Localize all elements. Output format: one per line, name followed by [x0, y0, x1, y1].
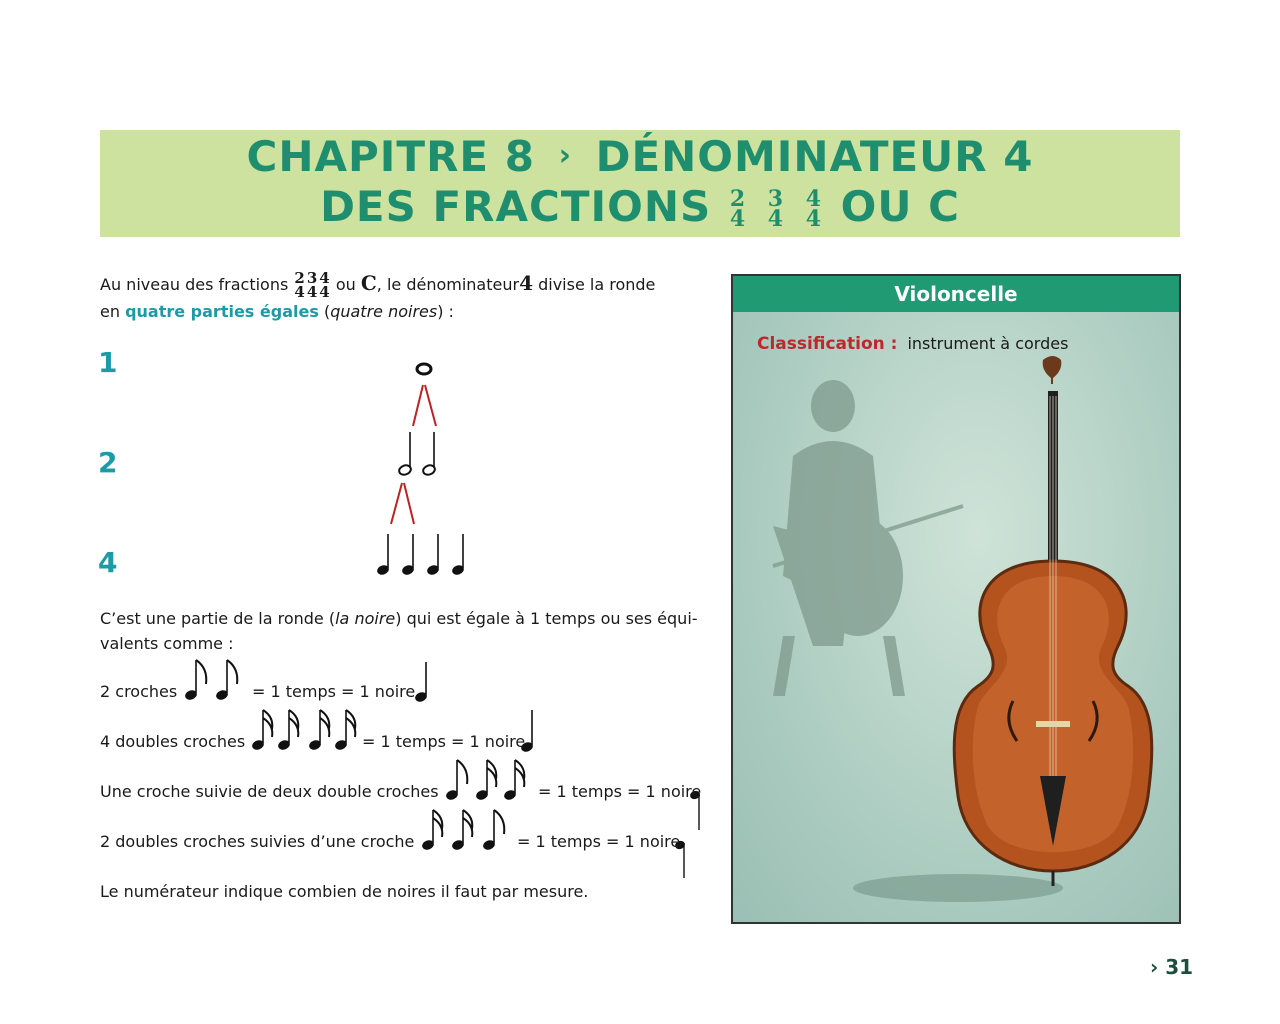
row-number: 1: [98, 346, 118, 379]
closing-sentence: Le numérateur indique combien de noires il faut par mesure.: [100, 882, 589, 901]
intro-fraction: 4 4: [319, 269, 330, 301]
quarter-note-icon: [451, 534, 465, 576]
instrument-panel: [731, 274, 1181, 924]
quarter-note-icon: [401, 534, 415, 576]
sixteenth-note-icon: [451, 810, 472, 851]
title-fraction: 2 4: [729, 185, 747, 232]
equivalent-equation: = 1 temps = 1 noire: [362, 732, 526, 751]
title-fraction: 3 4: [767, 185, 785, 232]
title-fractions-label: DES FRACTIONS: [320, 182, 712, 231]
denominator-symbol: 4: [519, 271, 533, 295]
eighth-note-icon: [482, 810, 504, 851]
chapter-number: CHAPITRE 8: [246, 132, 535, 181]
eighth-note-icon: [215, 660, 237, 701]
paragraph-noire: C’est une partie de la ronde (la noire) qui est égale à 1 temps ou ses équi-valents comme :: [100, 609, 698, 653]
eighth-note-icon: [445, 760, 467, 801]
equivalent-label: Une croche suivie de deux double croches: [100, 782, 439, 801]
intro-fraction: 2 4: [294, 269, 305, 301]
sixteenth-note-icon: [475, 760, 496, 801]
row-number: 4: [98, 546, 118, 579]
division-line: [413, 385, 423, 426]
sixteenth-note-icon: [251, 710, 272, 751]
sixteenth-note-icon: [308, 710, 329, 751]
common-time-symbol: C: [360, 271, 377, 295]
highlight-text: quatre parties égales: [125, 302, 319, 321]
arrow-icon: ›: [1150, 955, 1159, 979]
equivalent-equation: = 1 temps = 1 noire: [538, 782, 702, 801]
eighth-note-icon: [184, 660, 206, 701]
division-line: [391, 483, 402, 524]
sixteenth-note-icon: [334, 710, 355, 751]
quarter-note-icon: [376, 534, 390, 576]
intro-fraction: 3 4: [306, 269, 318, 301]
title-fraction: 4 4: [805, 185, 823, 232]
classification-value: instrument à cordes: [907, 334, 1069, 353]
cello-icon: [853, 356, 1152, 902]
division-line: [404, 483, 414, 524]
equivalent-label: 2 doubles croches suivies d’une croche: [100, 832, 415, 851]
chapter-subject: DÉNOMINATEUR 4: [595, 132, 1034, 181]
intro-paragraph: Au niveau des fractions 2 4 3 4 4 4 ou C, le dénominateur4 divise la ronde en quatre parties égales (quatre noires) :: [100, 269, 656, 321]
sixteenth-note-icon: [503, 760, 524, 801]
whole-note-icon: [417, 364, 431, 374]
equivalent-label: 2 croches: [100, 682, 178, 701]
quarter-note-icon: [414, 662, 428, 703]
equivalent-equation: = 1 temps = 1 noire: [517, 832, 681, 851]
panel-heading: Violoncelle: [733, 276, 1179, 312]
half-note-icon: [398, 432, 412, 476]
equivalent-label: 4 doubles croches: [100, 732, 246, 751]
quarter-note-icon: [426, 534, 440, 576]
page-number: › 31: [1150, 955, 1194, 979]
classification-label: Classification :: [757, 334, 898, 354]
arrow-icon: ›: [558, 138, 572, 173]
row-number: 2: [98, 446, 118, 479]
half-note-icon: [422, 432, 436, 476]
cello-illustration: [733, 276, 1181, 924]
equivalent-equation: = 1 temps = 1 noire: [252, 682, 416, 701]
title-or-c: OU C: [840, 182, 960, 231]
sixteenth-note-icon: [277, 710, 298, 751]
division-line: [425, 385, 436, 426]
sixteenth-note-icon: [421, 810, 442, 851]
cellist-silhouette-icon: [773, 380, 963, 696]
